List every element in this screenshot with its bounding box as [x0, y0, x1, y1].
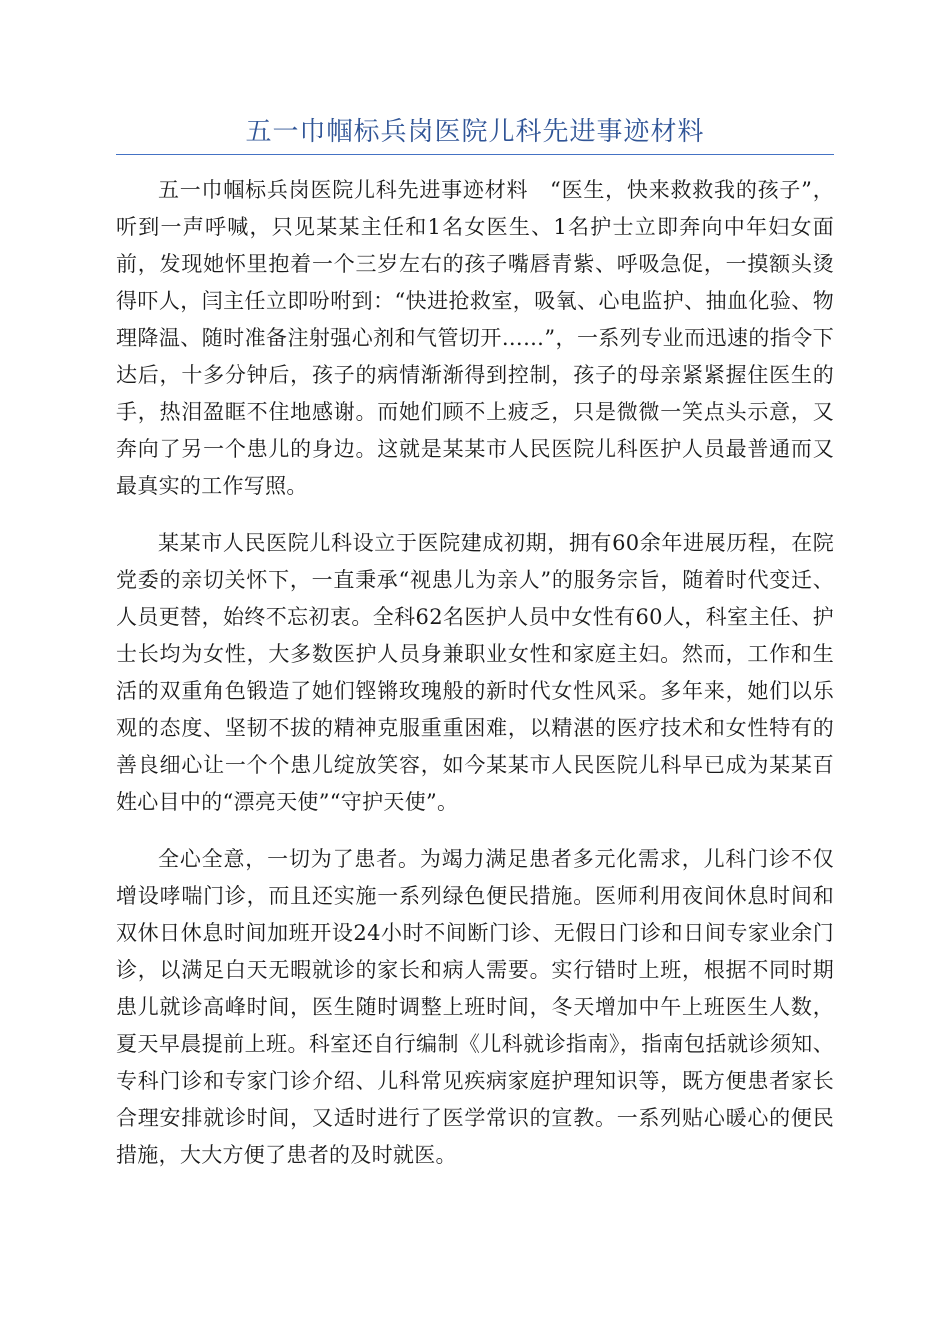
paragraph-2: 某某市人民医院儿科设立于医院建成初期，拥有60余年进展历程，在院党委的亲切关怀下，一直秉承“视患儿为亲人”的服务宗旨，随着时代变迁、人员更替，始终不忘初衷。全科62名医护人员中女性有60人，科室主任、护士长均为女性，大多数医护人员身兼职业女性和家庭主妇。然而，工作和生活的双重角色锻造了她们铿锵玫瑰般的新时代女性风采。多年来，她们以乐观的态度、坚韧不拔的精神克服重重困难，以精湛的医疗技术和女性特有的善良细心让一个个患儿绽放笑容，如今某某市人民医院儿科早已成为某某百姓心目中的“漂亮天使”“守护天使”。: [116, 531, 834, 814]
title-underline: [116, 154, 834, 155]
paragraph-1: 五一巾帼标兵岗医院儿科先进事迹材料 “医生，快来救救我的孩子”，听到一声呼喊，只见某某主任和1名女医生、1名护士立即奔向中年妇女面前，发现她怀里抱着一个三岁左右的孩子嘴唇青紫、呼吸急促，一摸额头烫得吓人，闫主任立即吩咐到：“快进抢救室，吸氧、心电监护、抽血化验、物理降温、随时准备注射强心剂和气管切开……”，一系列专业而迅速的指令下达后，十多分钟后，孩子的病情渐渐得到控制，孩子的母亲紧紧握住医生的手，热泪盈眶不住地感谢。而她们顾不上疲乏，只是微微一笑点头示意，又奔向了另一个患儿的身边。这就是某某市人民医院儿科医护人员最普通而又最真实的工作写照。: [116, 178, 834, 498]
document-body: [116, 172, 834, 1194]
document-title: 五一巾帼标兵岗医院儿科先进事迹材料: [245, 117, 705, 147]
paragraph-3: 全心全意，一切为了患者。为竭力满足患者多元化需求，儿科门诊不仅增设哮喘门诊，而且还实施一系列绿色便民措施。医师利用夜间休息时间和双休日休息时间加班开设24小时不间断门诊、无假日门诊和日间专家业余门诊，以满足白天无暇就诊的家长和病人需要。实行错时上班，根据不同时期患儿就诊高峰时间，医生随时调整上班时间，冬天增加中午上班医生人数，夏天早晨提前上班。科室还自行编制《儿科就诊指南》，指南包括就诊须知、专科门诊和专家门诊介绍、儿科常见疾病家庭护理知识等，既方便患者家长合理安排就诊时间，又适时进行了医学常识的宣教。一系列贴心暖心的便民措施，大大方便了患者的及时就医。: [116, 847, 834, 1167]
